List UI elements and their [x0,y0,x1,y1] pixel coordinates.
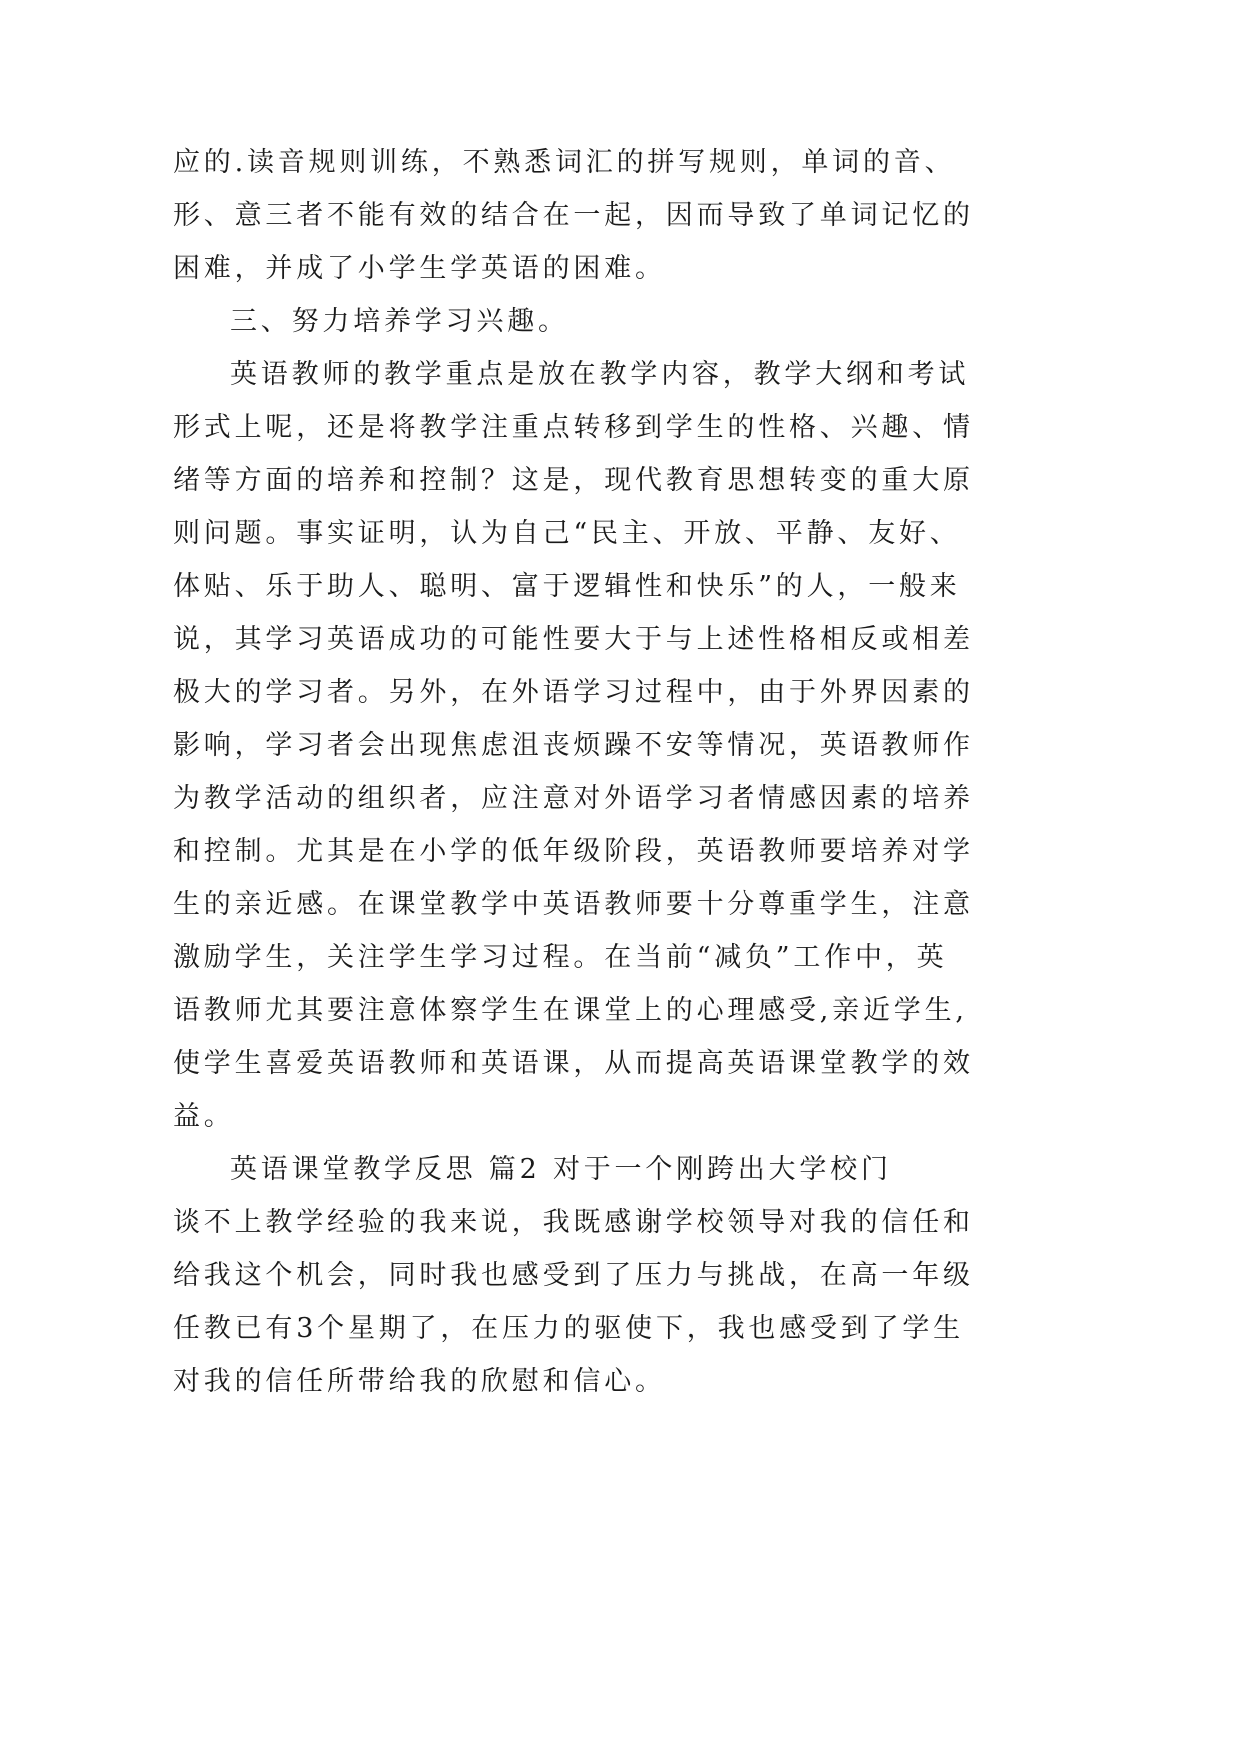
article-heading-line: 英语课堂教学反思 篇2 对于一个刚跨出大学校门 [230,1154,892,1185]
text-line: 形式上呢，还是将教学注重点转移到学生的性格、兴趣、情 [173,412,974,443]
text-line: 为教学活动的组织者，应注意对外语学习者情感因素的培养 [173,783,974,814]
text-line: 益。 [173,1101,235,1132]
text-line: 应的.读音规则训练，不熟悉词汇的拼写规则，单词的音、 [173,147,956,178]
text-line: 体贴、乐于助人、聪明、富于逻辑性和快乐”的人，一般来 [173,571,961,602]
text-line: 则问题。事实证明，认为自己“民主、开放、平静、友好、 [173,518,961,549]
section-heading: 三、努力培养学习兴趣。 [230,306,569,337]
text-line: 使学生喜爱英语教师和英语课，从而提高英语课堂教学的效 [173,1048,974,1079]
text-line: 极大的学习者。另外，在外语学习过程中，由于外界因素的 [173,677,974,708]
text-line: 形、意三者不能有效的结合在一起，因而导致了单词记忆的 [173,200,974,231]
text-line: 给我这个机会，同时我也感受到了压力与挑战，在高一年级 [173,1260,974,1291]
text-line: 说，其学习英语成功的可能性要大于与上述性格相反或相差 [173,624,974,655]
text-line: 影响，学习者会出现焦虑沮丧烦躁不安等情况，英语教师作 [173,730,974,761]
text-line: 谈不上教学经验的我来说，我既感谢学校领导对我的信任和 [173,1207,974,1238]
text-line: 绪等方面的培养和控制？这是，现代教育思想转变的重大原 [173,465,974,496]
text-line: 困难，并成了小学生学英语的困难。 [173,253,666,284]
text-line: 生的亲近感。在课堂教学中英语教师要十分尊重学生，注意 [173,889,974,920]
text-line: 和控制。尤其是在小学的低年级阶段，英语教师要培养对学 [173,836,974,867]
text-line: 激励学生，关注学生学习过程。在当前“减负”工作中，英 [173,942,948,973]
text-line: 英语教师的教学重点是放在教学内容，教学大纲和考试 [230,359,970,390]
text-line: 任教已有3个星期了，在压力的驱使下，我也感受到了学生 [173,1313,964,1344]
text-line: 对我的信任所带给我的欣慰和信心。 [173,1366,666,1397]
text-line: 语教师尤其要注意体察学生在课堂上的心理感受,亲近学生, [173,995,968,1026]
